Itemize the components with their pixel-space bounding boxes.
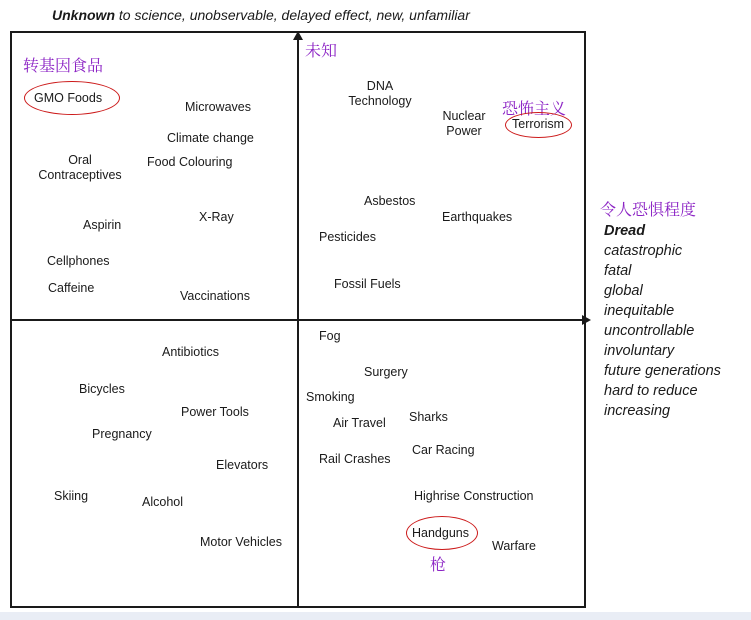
risk-food-colouring: Food Colouring [147,155,233,169]
annotation-dread-zh: 令人恐惧程度 [600,200,697,219]
risk-xray: X-Ray [199,210,234,224]
dread-item: catastrophic [604,243,683,259]
risk-car-racing: Car Racing [412,443,475,457]
risk-earthquakes: Earthquakes [442,210,513,224]
risk-caffeine: Caffeine [48,281,95,295]
dread-item: hard to reduce [604,383,698,399]
bottom-strip [0,612,751,620]
risk-dna-line2: Technology [348,94,412,108]
risk-nuclear-line2: Power [446,124,482,138]
risk-handguns: Handguns [412,526,469,540]
risk-terrorism: Terrorism [512,117,565,131]
dread-item: involuntary [604,343,675,359]
dread-item: uncontrollable [604,323,695,339]
risk-dna-line1: DNA [366,79,394,93]
risk-power-tools: Power Tools [181,405,249,419]
dread-item: inequitable [604,303,675,319]
risk-cellphones: Cellphones [47,254,110,268]
risk-skiing: Skiing [54,489,89,503]
risk-rail-crashes: Rail Crashes [319,452,391,466]
dread-item: global [604,283,643,299]
risk-elevators: Elevators [216,458,269,472]
risk-vaccinations: Vaccinations [180,289,250,303]
dread-title: Dread [604,223,646,239]
risk-antibiotics: Antibiotics [162,345,219,359]
risk-sharks: Sharks [409,410,448,424]
dread-item: increasing [604,403,671,419]
annotation-terrorism-zh: 恐怖主义 [502,99,567,118]
risk-bicycles: Bicycles [79,382,125,396]
risk-nuclear-line1: Nuclear [442,109,486,123]
risk-oral-contraceptives [30,153,130,183]
arrow-right-icon [582,315,591,325]
risk-pesticides: Pesticides [319,230,376,244]
arrow-up-icon [293,31,303,40]
vertical-axis [297,37,299,608]
dread-item: future generations [604,363,721,379]
risk-microwaves: Microwaves [185,100,251,114]
risk-nuclear-power [432,109,496,139]
risk-alcohol: Alcohol [142,495,183,509]
risk-fossil-fuels: Fossil Fuels [334,277,401,291]
dread-axis-legend [604,221,721,421]
risk-oral-line1: Oral [68,153,92,167]
risk-gmo-foods: GMO Foods [34,91,103,105]
header-bold: Unknown [52,7,115,23]
annotation-unknown-zh: 未知 [305,41,338,60]
risk-pregnancy: Pregnancy [92,427,152,441]
dread-item: fatal [604,263,632,279]
risk-smoking: Smoking [306,390,355,404]
risk-aspirin: Aspirin [83,218,122,232]
risk-asbestos: Asbestos [364,194,416,208]
risk-surgery: Surgery [364,365,408,379]
risk-oral-line2: Contraceptives [38,168,122,182]
annotation-handguns-zh: 枪 [430,555,447,574]
risk-climate-change: Climate change [167,131,254,145]
risk-highrise-construction: Highrise Construction [414,489,534,503]
risk-air-travel: Air Travel [333,416,386,430]
risk-motor-vehicles: Motor Vehicles [200,535,282,549]
header-unknown-axis-label [52,7,470,23]
risk-warfare: Warfare [492,539,536,553]
risk-dna-technology [340,79,420,109]
risk-fog: Fog [319,329,341,343]
annotation-gmo-zh: 转基因食品 [23,56,104,75]
header-rest: to science, unobservable, delayed effect, new, unfamiliar [115,7,470,23]
